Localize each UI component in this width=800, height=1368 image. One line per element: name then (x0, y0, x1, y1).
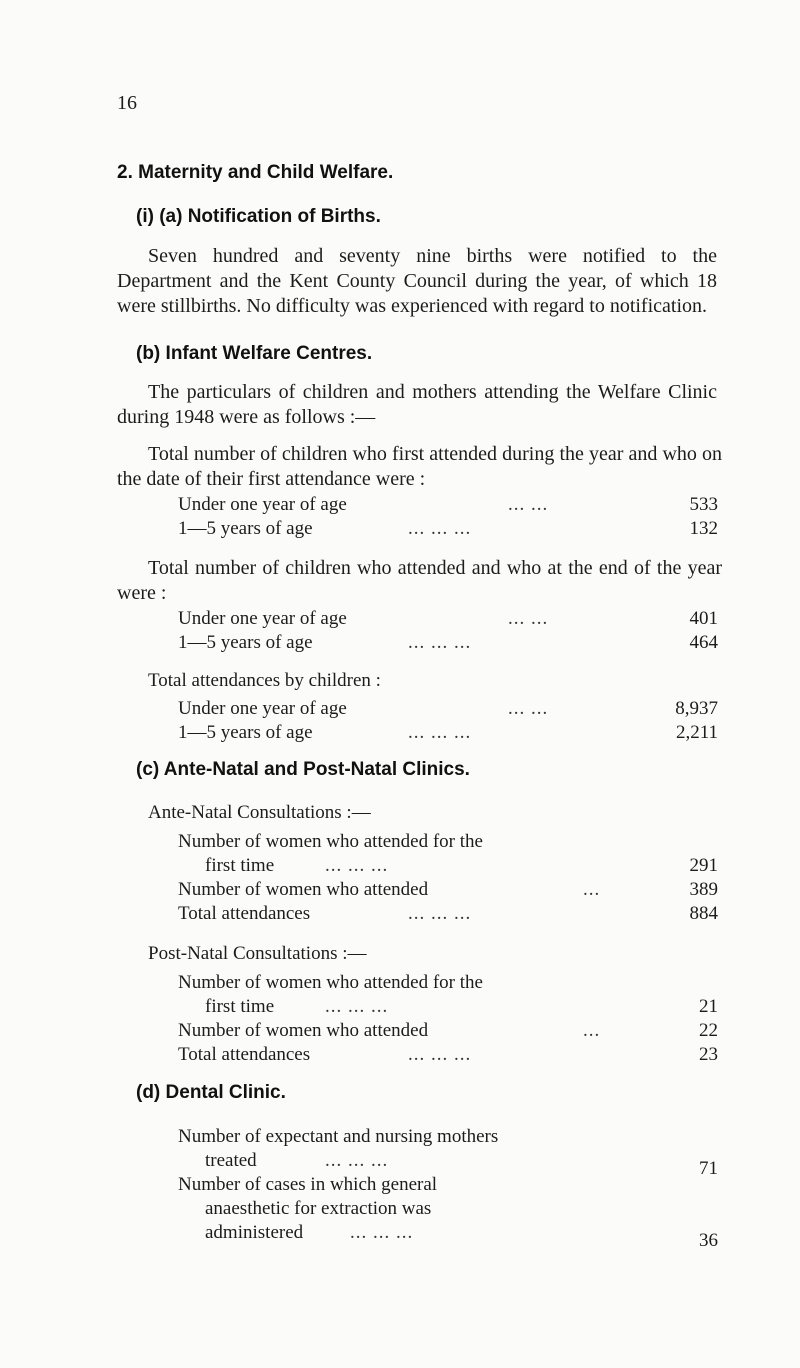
first-attended-paragraph (117, 442, 722, 492)
row-dots: ... ... ... (408, 632, 472, 653)
row-dots: ... ... (508, 494, 549, 515)
attendances-under-one-row (178, 698, 718, 722)
post-total-attendances-row (178, 1044, 718, 1068)
row-dots: ... ... (508, 608, 549, 629)
row-dots: ... ... ... (408, 903, 472, 924)
heading-dental-clinic: (d) Dental Clinic. (136, 1082, 286, 1103)
ante-first-time-line1: Number of women who attended for the (178, 831, 483, 852)
row-label: 1—5 years of age (178, 632, 313, 653)
row-value: 291 (689, 855, 718, 876)
post-attended-row (178, 1020, 718, 1044)
row-label: 1—5 years of age (178, 518, 313, 539)
row-dots: ... (583, 879, 601, 900)
row-value: 464 (689, 632, 718, 653)
row-dots: ... ... ... (325, 1150, 389, 1171)
row-dots: ... ... ... (350, 1222, 414, 1243)
row-value: 533 (689, 494, 718, 515)
row-value: 21 (699, 996, 718, 1017)
row-value: 71 (699, 1158, 718, 1179)
row-dots: ... (583, 1020, 601, 1041)
row-label: Under one year of age (178, 608, 347, 629)
row-label: Total attendances (178, 903, 311, 924)
row-label: Under one year of age (178, 698, 347, 719)
ante-total-attendances-row (178, 903, 718, 927)
row-value: 36 (699, 1230, 718, 1251)
ante-first-time-row (205, 855, 718, 879)
row-dots: ... ... ... (408, 722, 472, 743)
row-value: 23 (699, 1044, 718, 1065)
welfare-intro-paragraph: The particulars of children and mothers attending the Welfare Clinic during 1948 were as follows :— (117, 381, 717, 428)
heading-ante-post-natal-clinics: (c) Ante-Natal and Post-Natal Clinics. (136, 759, 470, 780)
ante-attended-row (178, 879, 718, 903)
row-value: 401 (689, 608, 718, 629)
first-attended-one-to-five-row (178, 518, 718, 542)
end-of-year-text: Total number of children who attended and who at the end of the year were : (117, 557, 722, 604)
post-first-time-line1: Number of women who attended for the (178, 972, 483, 993)
row-label: Under one year of age (178, 494, 347, 515)
row-label: administered (205, 1222, 304, 1243)
row-value: 132 (689, 518, 718, 539)
row-value: 22 (699, 1020, 718, 1041)
row-dots: ... ... ... (408, 518, 472, 539)
row-value: 8,937 (675, 698, 718, 719)
row-value: 2,211 (675, 722, 718, 743)
post-natal-title: Post-Natal Consultations :— (148, 943, 367, 964)
dental-mothers-treated-row (205, 1150, 718, 1179)
row-label: first time (205, 855, 275, 876)
row-label: first time (205, 996, 275, 1017)
first-attended-under-one-row (178, 494, 718, 518)
dental-anaesthetic-row (205, 1222, 718, 1251)
row-label: Number of women who attended (178, 879, 429, 900)
row-label: treated (205, 1150, 257, 1171)
post-first-time-row (205, 996, 718, 1020)
row-dots: ... ... ... (325, 855, 389, 876)
section-title: 2. Maternity and Child Welfare. (117, 162, 394, 183)
end-of-year-paragraph (117, 556, 722, 606)
dental-mothers-line1: Number of expectant and nursing mothers (178, 1126, 499, 1147)
row-value: 884 (689, 903, 718, 924)
row-label: Total attendances (178, 1044, 311, 1065)
end-of-year-one-to-five-row (178, 632, 718, 656)
dental-anaesthetic-line1: Number of cases in which general (178, 1174, 438, 1195)
first-attended-text: Total number of children who first attended during the year and who on the date of their first attendance were : (117, 443, 722, 490)
dental-anaesthetic-line2: anaesthetic for extraction was (205, 1198, 432, 1219)
ante-natal-title: Ante-Natal Consultations :— (148, 802, 371, 823)
notification-paragraph: Seven hundred and seventy nine births were notified to the Department and the Kent County Council during the year, of which 18 were stillbirths. No difficulty was experienced with regard to notification. (117, 245, 717, 317)
row-dots: ... ... ... (325, 996, 389, 1017)
row-label: 1—5 years of age (178, 722, 313, 743)
end-of-year-under-one-row (178, 608, 718, 632)
attendances-one-to-five-row (178, 722, 718, 746)
row-label: Number of women who attended (178, 1020, 429, 1041)
heading-notification-of-births: (i) (a) Notification of Births. (136, 206, 381, 227)
row-dots: ... ... (508, 698, 549, 719)
page-number: 16 (117, 92, 137, 114)
heading-infant-welfare-centres: (b) Infant Welfare Centres. (136, 343, 373, 364)
row-dots: ... ... ... (408, 1044, 472, 1065)
row-value: 389 (689, 879, 718, 900)
total-attendances-text: Total attendances by children : (148, 670, 381, 691)
